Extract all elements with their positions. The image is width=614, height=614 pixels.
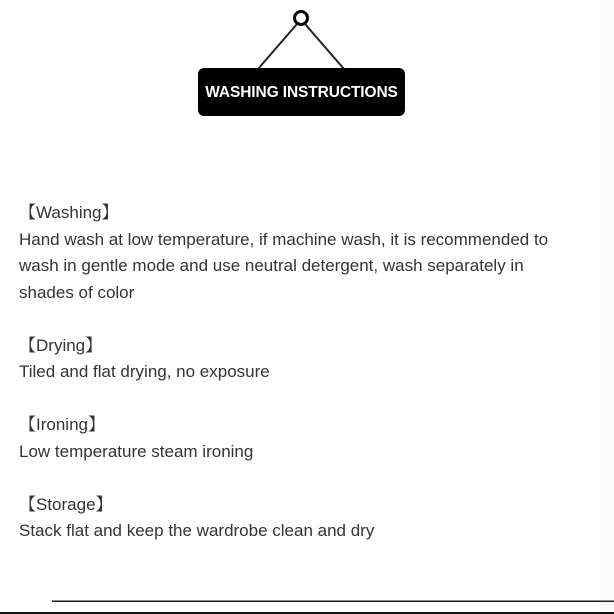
bottom-divider	[52, 600, 614, 602]
section-drying	[19, 333, 579, 386]
hanger-icon	[0, 0, 614, 70]
washing-instructions-sign	[198, 68, 405, 116]
section-heading-washing: 【Washing】	[19, 203, 119, 222]
section-storage	[19, 492, 579, 545]
section-washing	[19, 200, 579, 306]
section-heading-drying: 【Drying】	[19, 335, 103, 355]
section-body-washing: Hand wash at low temperature, if machine wash, it is recommended to wash in gentle mode and use neutral detergent, wash separately in shades of color	[19, 229, 549, 302]
right-edge-strip	[600, 0, 614, 614]
section-heading-ironing: 【Ironing】	[19, 415, 105, 434]
section-body-ironing: Low temperature steam ironing	[19, 441, 254, 461]
section-ironing	[19, 412, 579, 465]
section-body-drying: Tiled and flat drying, no exposure	[19, 362, 270, 381]
section-body-storage: Stack flat and keep the wardrobe clean and dry	[19, 521, 375, 540]
instructions-content	[19, 200, 579, 571]
section-heading-storage: 【Storage】	[19, 494, 113, 514]
sign-title: WASHING INSTRUCTIONS	[205, 84, 398, 101]
